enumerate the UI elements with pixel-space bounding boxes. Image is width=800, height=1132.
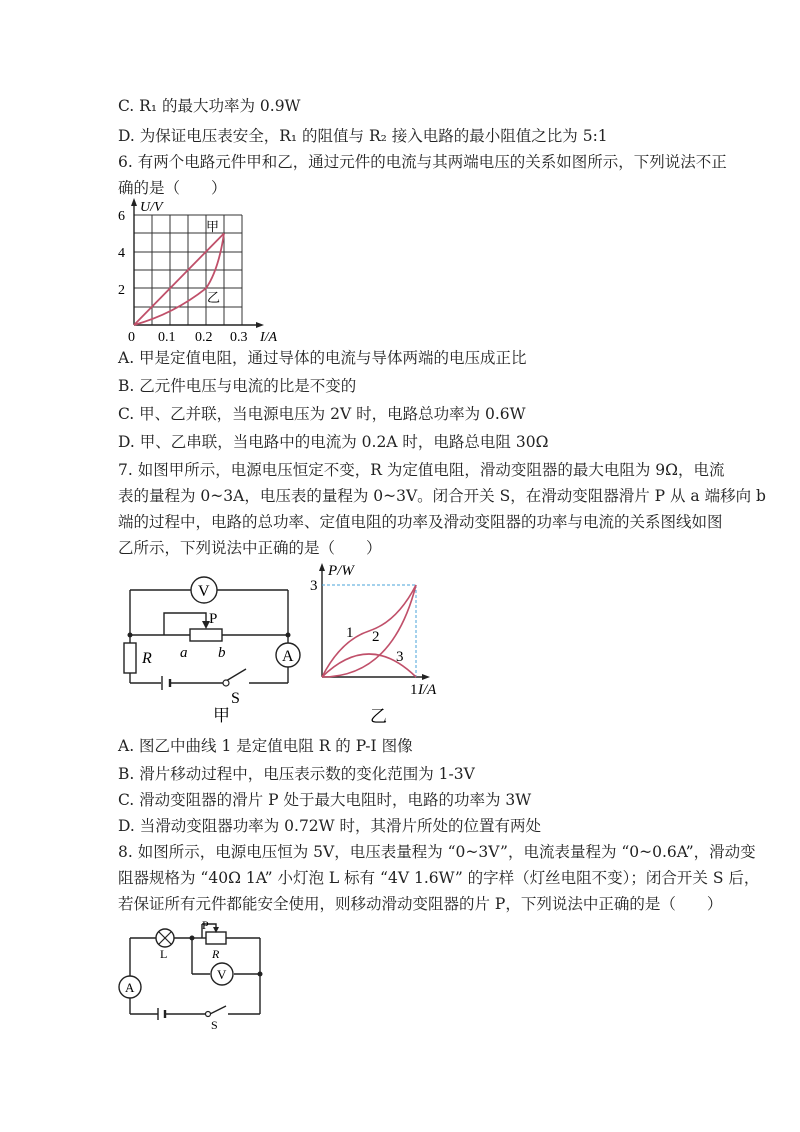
q6-label-jia: 甲 (206, 219, 220, 234)
q7-circuit-diagram (118, 565, 308, 725)
curve-label-3: 3 (396, 649, 404, 665)
q7-stem-line3: 端的过程中，电路的总功率、定值电阻的功率及滑动变阻器的功率与电流的关系图线如图 (118, 513, 723, 531)
q6-ytick-2: 2 (118, 283, 125, 298)
q6-ui-chart (110, 195, 300, 345)
q5-option-c: C. R₁ 的最大功率为 0.9W (118, 97, 301, 115)
q7-option-a: A. 图乙中曲线 1 是定值电阻 R 的 P-I 图像 (118, 737, 413, 755)
q7-stem-line2: 表的量程为 0~3A，电压表的量程为 0~3V。闭合开关 S，在滑动变阻器滑片 P 从 a 端移向 b (118, 487, 766, 505)
q8-lamp-label-l: L (160, 947, 168, 961)
q6-xtick-0: 0 (128, 330, 135, 345)
slider-label-p: P (209, 611, 218, 627)
q8-stem-line1: 8. 如图所示，电源电压恒为 5V，电压表量程为 “0~3V”，电流表量程为 “0~0.6A”，滑动变 (118, 843, 756, 861)
q8-switch-label-s: S (211, 1018, 218, 1030)
q6-option-b: B. 乙元件电压与电流的比是不变的 (118, 377, 357, 395)
q7-option-d: D. 当滑动变阻器功率为 0.72W 时，其滑片所处的位置有两处 (118, 817, 542, 835)
q6-stem-line2: 确的是（ ） (118, 179, 227, 197)
q8-circuit-diagram (118, 918, 278, 1030)
q7-stem-line4: 乙所示，下列说法中正确的是（ ） (118, 539, 382, 557)
q6-ytick-6: 6 (118, 209, 125, 224)
q6-stem-line1: 6. 有两个电路元件甲和乙，通过元件的电流与其两端电压的关系如图所示，下列说法不正 (118, 153, 727, 171)
q6-xtick-0.1: 0.1 (158, 330, 176, 345)
caption-jia: 甲 (213, 706, 230, 725)
q6-ytick-4: 4 (118, 246, 125, 261)
q6-xtick-0.3: 0.3 (230, 330, 248, 345)
q6-xlabel: I/A (260, 330, 278, 345)
q7-option-c: C. 滑动变阻器的滑片 P 处于最大电阻时，电路的功率为 3W (118, 791, 532, 809)
q7-xtick-1: 1 (410, 682, 418, 698)
q7-ui-chart (306, 557, 456, 727)
q7-stem-line1: 7. 如图甲所示，电源电压恒定不变，R 为定值电阻，滑动变阻器的最大电阻为 9Ω，电流 (118, 461, 725, 479)
ammeter-label: A (282, 648, 294, 665)
curve-label-2: 2 (372, 629, 380, 645)
q7-xlabel: I/A (418, 682, 437, 698)
q7-option-b: B. 滑片移动过程中，电压表示数的变化范围为 1-3V (118, 765, 475, 783)
switch-icon (206, 1012, 211, 1017)
q8-ammeter-label: A (125, 980, 135, 995)
q8-slider-label-p: P (202, 918, 209, 932)
switch-icon (223, 680, 229, 686)
q7-ylabel: P/W (328, 563, 354, 579)
q8-stem-line2: 阻器规格为 “40Ω 1A” 小灯泡 L 标有 “4V 1.6W” 的字样（灯丝电阻不变）；闭合开关 S 后， (118, 869, 760, 887)
switch-label-s: S (231, 690, 240, 707)
q6-label-yi: 乙 (207, 290, 221, 305)
voltmeter-label: V (198, 583, 210, 600)
resistor-label-r: R (142, 650, 152, 667)
q8-stem-line3: 若保证所有元件都能安全使用，则移动滑动变阻器的片 P，下列说法中正确的是（ ） (118, 895, 723, 913)
q6-ylabel: U/V (140, 200, 163, 215)
q7-ytick-3: 3 (310, 578, 318, 594)
caption-yi: 乙 (370, 707, 387, 726)
q8-voltmeter-label: V (217, 967, 227, 982)
terminal-label-a: a (180, 645, 188, 661)
q6-option-a: A. 甲是定值电阻，通过导体的电流与导体两端的电压成正比 (118, 349, 527, 367)
q6-option-d: D. 甲、乙串联，当电路中的电流为 0.2A 时，电路总电阻 30Ω (118, 433, 549, 451)
q6-option-c: C. 甲、乙并联，当电源电压为 2V 时，电路总功率为 0.6W (118, 405, 526, 423)
q6-xtick-0.2: 0.2 (195, 330, 213, 345)
q8-rheostat-label-r: R (212, 947, 220, 961)
curve-label-1: 1 (346, 625, 354, 641)
q5-option-d: D. 为保证电压表安全，R₁ 的阻值与 R₂ 接入电路的最小阻值之比为 5:1 (118, 127, 608, 145)
terminal-label-b: b (218, 645, 226, 661)
